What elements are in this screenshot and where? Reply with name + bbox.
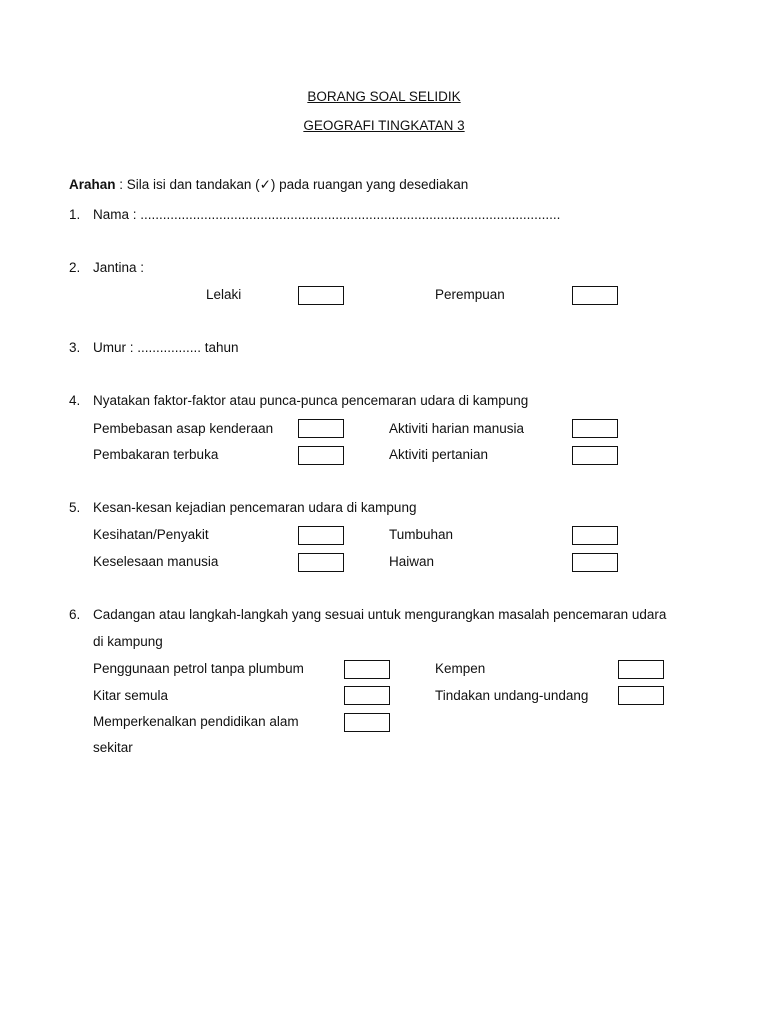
checkbox-pembakaran-terbuka[interactable] [298,446,344,465]
q1-number: 1. [69,207,81,222]
option-label-kitar-semula: Kitar semula [93,688,169,703]
q2-number: 2. [69,260,81,275]
checkbox-haiwan[interactable] [572,553,618,572]
q3-age-field[interactable]: Umur : ................. tahun [93,340,239,355]
checkbox-kitar-semula[interactable] [344,686,390,705]
q6-number: 6. [69,607,81,622]
q5-text: Kesan-kesan kejadian pencemaran udara di kampung [93,500,417,515]
checkbox-kesihatan[interactable] [298,526,344,545]
q4-number: 4. [69,393,81,408]
q5-number: 5. [69,500,81,515]
option-label-pendidikan-alam-line1: Memperkenalkan pendidikan alam [93,714,299,729]
q6-text-line2: di kampung [93,634,163,649]
instruction-text: : Sila isi dan tandakan (✓) pada ruangan yang desediakan [115,177,469,192]
checkbox-keselesaan[interactable] [298,553,344,572]
option-label-aktiviti-harian: Aktiviti harian manusia [389,421,525,436]
option-label-haiwan: Haiwan [389,554,435,569]
instruction-label: Arahan [69,177,116,192]
option-label-pembebasan-asap: Pembebasan asap kenderaan [93,421,274,436]
checkbox-tumbuhan[interactable] [572,526,618,545]
option-label-tumbuhan: Tumbuhan [389,527,454,542]
checkbox-pendidikan-alam[interactable] [344,713,390,732]
q6-text-line1: Cadangan atau langkah-langkah yang sesuai untuk mengurangkan masalah pencemaran udara [93,607,667,622]
option-label-kesihatan: Kesihatan/Penyakit [93,527,209,542]
checkbox-pembebasan-asap[interactable] [298,419,344,438]
option-label-perempuan: Perempuan [435,287,505,302]
form-subtitle: GEOGRAFI TINGKATAN 3 [303,118,465,133]
checkbox-perempuan[interactable] [572,286,618,305]
option-label-aktiviti-pertanian: Aktiviti pertanian [389,447,489,462]
option-label-kempen: Kempen [435,661,486,676]
q3-number: 3. [69,340,81,355]
q4-text: Nyatakan faktor-faktor atau punca-punca pencemaran udara di kampung [93,393,529,408]
checkbox-kempen[interactable] [618,660,664,679]
option-label-lelaki: Lelaki [206,287,242,302]
form-title: BORANG SOAL SELIDIK [307,89,461,104]
checkbox-tindakan-undang[interactable] [618,686,664,705]
option-label-petrol-tanpa-plumbum: Penggunaan petrol tanpa plumbum [93,661,304,676]
option-label-pendidikan-alam-line2: sekitar [93,740,133,755]
q2-text: Jantina : [93,260,145,275]
q1-name-field[interactable]: Nama : ................................................................................................................ [93,207,561,222]
checkbox-lelaki[interactable] [298,286,344,305]
option-label-tindakan-undang: Tindakan undang-undang [435,688,589,703]
checkbox-petrol-tanpa-plumbum[interactable] [344,660,390,679]
instruction [69,177,468,193]
option-label-pembakaran-terbuka: Pembakaran terbuka [93,447,219,462]
option-label-keselesaan: Keselesaan manusia [93,554,219,569]
checkbox-aktiviti-pertanian[interactable] [572,446,618,465]
checkbox-aktiviti-harian[interactable] [572,419,618,438]
